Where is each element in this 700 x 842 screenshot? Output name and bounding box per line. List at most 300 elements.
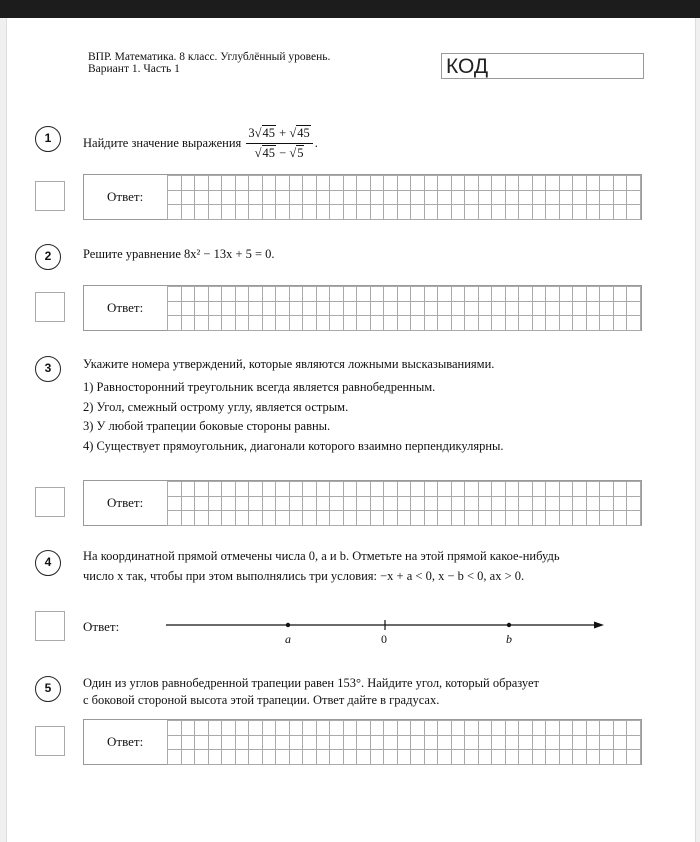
answer-cell[interactable] [316,721,330,736]
answer-cell[interactable] [181,190,195,205]
answer-cell[interactable] [559,482,573,497]
answer-cell[interactable] [478,721,492,736]
answer-cell[interactable] [195,735,209,750]
answer-cell[interactable] [492,482,506,497]
answer-cell[interactable] [424,482,438,497]
answer-cell[interactable] [438,482,452,497]
answer-cell[interactable] [465,205,479,220]
answer-cell[interactable] [195,496,209,511]
answer-cell[interactable] [384,190,398,205]
answer-cell[interactable] [343,735,357,750]
answer-cell[interactable] [492,721,506,736]
answer-cell[interactable] [546,482,560,497]
answer-cell[interactable] [627,205,641,220]
answer-cell[interactable] [235,301,249,316]
answer-cell[interactable] [384,735,398,750]
answer-cell[interactable] [289,176,303,191]
answer-cell[interactable] [411,735,425,750]
answer-cell[interactable] [262,496,276,511]
answer-cell[interactable] [627,735,641,750]
answer-cell[interactable] [168,287,182,302]
answer-cell[interactable] [411,750,425,765]
answer-cell[interactable] [505,287,519,302]
answer-cell[interactable] [330,287,344,302]
answer-cell[interactable] [505,205,519,220]
answer-cell[interactable] [262,316,276,331]
answer-cell[interactable] [478,287,492,302]
answer-cell[interactable] [586,496,600,511]
answer-cell[interactable] [316,316,330,331]
answer-cell[interactable] [357,190,371,205]
answer-cell[interactable] [465,735,479,750]
answer-cell[interactable] [222,750,236,765]
answer-cells[interactable] [167,720,641,765]
answer-cell[interactable] [195,205,209,220]
answer-cell[interactable] [168,316,182,331]
answer-cell[interactable] [249,496,263,511]
answer-cell[interactable] [195,176,209,191]
answer-cell[interactable] [613,735,627,750]
answer-cell[interactable] [249,190,263,205]
answer-cell[interactable] [222,496,236,511]
answer-cell[interactable] [330,750,344,765]
answer-cell[interactable] [316,176,330,191]
answer-cell[interactable] [559,301,573,316]
answer-cell[interactable] [424,190,438,205]
answer-cell[interactable] [438,750,452,765]
answer-cell[interactable] [276,176,290,191]
answer-cell[interactable] [451,511,465,526]
answer-cell[interactable] [330,316,344,331]
answer-cell[interactable] [613,496,627,511]
answer-cell[interactable] [343,750,357,765]
answer-cell[interactable] [478,511,492,526]
answer-cell[interactable] [505,301,519,316]
answer-cell[interactable] [276,721,290,736]
answer-cell[interactable] [438,301,452,316]
answer-cell[interactable] [303,190,317,205]
answer-cell[interactable] [303,205,317,220]
answer-cell[interactable] [397,735,411,750]
answer-cell[interactable] [600,750,614,765]
answer-cell[interactable] [303,316,317,331]
answer-cell[interactable] [384,301,398,316]
code-field[interactable]: КОД [441,53,644,79]
answer-cell[interactable] [289,735,303,750]
answer-cell[interactable] [289,301,303,316]
answer-cell[interactable] [586,205,600,220]
answer-cell[interactable] [235,735,249,750]
answer-cell[interactable] [532,176,546,191]
answer-cell[interactable] [505,190,519,205]
answer-cell[interactable] [613,750,627,765]
answer-cell[interactable] [451,301,465,316]
answer-cell[interactable] [208,301,222,316]
answer-cell[interactable] [235,316,249,331]
answer-cell[interactable] [249,482,263,497]
score-box-2[interactable] [35,292,65,322]
answer-cell[interactable] [627,287,641,302]
answer-cell[interactable] [411,205,425,220]
answer-cell[interactable] [262,482,276,497]
answer-cell[interactable] [289,190,303,205]
answer-cell[interactable] [573,301,587,316]
answer-cell[interactable] [330,496,344,511]
answer-cell[interactable] [249,301,263,316]
answer-cell[interactable] [424,176,438,191]
answer-cell[interactable] [330,190,344,205]
answer-cell[interactable] [357,316,371,331]
answer-cell[interactable] [465,511,479,526]
answer-cell[interactable] [411,176,425,191]
answer-cell[interactable] [519,750,533,765]
answer-cell[interactable] [438,190,452,205]
answer-cell[interactable] [384,316,398,331]
answer-cell[interactable] [600,190,614,205]
answer-cell[interactable] [613,287,627,302]
answer-grid-2[interactable] [167,286,641,331]
answer-cell[interactable] [573,176,587,191]
answer-cell[interactable] [546,316,560,331]
answer-cell[interactable] [276,511,290,526]
answer-cell[interactable] [586,721,600,736]
answer-cell[interactable] [451,721,465,736]
answer-cell[interactable] [627,316,641,331]
answer-cell[interactable] [222,301,236,316]
answer-cell[interactable] [559,721,573,736]
answer-cell[interactable] [600,735,614,750]
answer-cell[interactable] [181,721,195,736]
answer-cell[interactable] [478,482,492,497]
answer-cell[interactable] [613,511,627,526]
answer-cell[interactable] [357,511,371,526]
answer-cell[interactable] [411,190,425,205]
answer-cell[interactable] [492,735,506,750]
answer-cell[interactable] [586,316,600,331]
answer-cell[interactable] [478,205,492,220]
answer-cell[interactable] [181,511,195,526]
answer-cell[interactable] [492,287,506,302]
answer-cell[interactable] [532,735,546,750]
answer-cell[interactable] [262,176,276,191]
answer-cell[interactable] [195,316,209,331]
answer-cell[interactable] [276,482,290,497]
answer-cell[interactable] [384,205,398,220]
answer-cell[interactable] [559,287,573,302]
answer-cell[interactable] [181,287,195,302]
answer-cell[interactable] [303,482,317,497]
answer-cell[interactable] [573,205,587,220]
answer-cell[interactable] [357,750,371,765]
answer-cell[interactable] [546,190,560,205]
answer-cell[interactable] [546,511,560,526]
answer-cell[interactable] [586,735,600,750]
answer-cell[interactable] [559,176,573,191]
answer-cell[interactable] [519,511,533,526]
answer-cell[interactable] [532,496,546,511]
answer-cell[interactable] [181,205,195,220]
answer-cell[interactable] [613,205,627,220]
answer-cell[interactable] [627,301,641,316]
answer-cell[interactable] [411,316,425,331]
answer-cell[interactable] [168,750,182,765]
answer-cell[interactable] [451,176,465,191]
answer-cell[interactable] [627,511,641,526]
answer-cell[interactable] [303,287,317,302]
answer-cell[interactable] [343,301,357,316]
answer-cell[interactable] [289,511,303,526]
answer-cell[interactable] [249,750,263,765]
answer-cell[interactable] [262,735,276,750]
answer-cell[interactable] [249,316,263,331]
answer-cell[interactable] [289,482,303,497]
answer-cell[interactable] [276,316,290,331]
answer-cell[interactable] [573,316,587,331]
answer-cell[interactable] [600,482,614,497]
answer-cell[interactable] [357,721,371,736]
answer-cell[interactable] [208,176,222,191]
answer-cell[interactable] [168,496,182,511]
score-box-3[interactable] [35,487,65,517]
answer-cell[interactable] [384,287,398,302]
answer-cell[interactable] [397,205,411,220]
answer-cell[interactable] [222,316,236,331]
answer-cell[interactable] [600,316,614,331]
answer-cell[interactable] [438,511,452,526]
answer-cell[interactable] [249,205,263,220]
answer-cell[interactable] [357,496,371,511]
answer-cell[interactable] [168,735,182,750]
answer-cell[interactable] [573,482,587,497]
answer-cell[interactable] [235,721,249,736]
answer-cell[interactable] [546,176,560,191]
answer-cell[interactable] [492,496,506,511]
answer-grid-3[interactable] [167,481,641,526]
answer-cell[interactable] [424,750,438,765]
answer-cell[interactable] [330,301,344,316]
answer-cell[interactable] [195,482,209,497]
answer-cell[interactable] [586,190,600,205]
answer-cell[interactable] [370,735,384,750]
answer-cell[interactable] [519,496,533,511]
answer-cell[interactable] [249,176,263,191]
answer-cell[interactable] [600,721,614,736]
answer-cell[interactable] [451,482,465,497]
answer-cell[interactable] [438,316,452,331]
answer-cell[interactable] [451,205,465,220]
answer-cell[interactable] [559,735,573,750]
answer-cell[interactable] [438,176,452,191]
answer-cell[interactable] [357,735,371,750]
answer-cell[interactable] [424,721,438,736]
answer-cells[interactable] [167,175,641,220]
answer-cell[interactable] [276,496,290,511]
answer-cell[interactable] [559,750,573,765]
answer-grid-5[interactable] [167,720,641,765]
answer-cell[interactable] [478,176,492,191]
answer-cell[interactable] [492,316,506,331]
answer-cell[interactable] [411,496,425,511]
answer-cell[interactable] [478,750,492,765]
answer-cell[interactable] [316,496,330,511]
answer-cell[interactable] [451,190,465,205]
answer-cells[interactable] [167,481,641,526]
answer-cell[interactable] [424,316,438,331]
answer-cell[interactable] [559,511,573,526]
answer-cell[interactable] [438,735,452,750]
answer-cell[interactable] [532,511,546,526]
answer-cell[interactable] [532,205,546,220]
answer-cell[interactable] [289,287,303,302]
answer-cell[interactable] [384,482,398,497]
answer-cell[interactable] [505,511,519,526]
answer-cell[interactable] [316,205,330,220]
answer-cell[interactable] [316,511,330,526]
answer-cell[interactable] [276,301,290,316]
answer-cell[interactable] [370,287,384,302]
answer-cell[interactable] [316,287,330,302]
answer-cell[interactable] [573,287,587,302]
answer-cell[interactable] [559,190,573,205]
answer-cell[interactable] [478,190,492,205]
answer-cell[interactable] [330,511,344,526]
answer-cell[interactable] [330,482,344,497]
answer-cell[interactable] [384,721,398,736]
answer-cell[interactable] [586,176,600,191]
score-box-5[interactable] [35,726,65,756]
answer-cell[interactable] [451,735,465,750]
answer-cell[interactable] [519,205,533,220]
answer-cell[interactable] [208,316,222,331]
answer-cell[interactable] [546,750,560,765]
answer-cell[interactable] [235,205,249,220]
answer-cell[interactable] [303,721,317,736]
answer-cell[interactable] [586,750,600,765]
answer-cell[interactable] [262,190,276,205]
answer-cell[interactable] [195,750,209,765]
answer-cell[interactable] [613,301,627,316]
answer-cell[interactable] [465,316,479,331]
answer-cell[interactable] [343,205,357,220]
answer-cell[interactable] [438,496,452,511]
answer-cell[interactable] [492,511,506,526]
answer-cell[interactable] [370,482,384,497]
answer-cell[interactable] [465,496,479,511]
answer-cell[interactable] [519,721,533,736]
answer-cell[interactable] [465,750,479,765]
answer-cell[interactable] [168,511,182,526]
answer-cell[interactable] [505,750,519,765]
answer-cell[interactable] [222,205,236,220]
answer-cell[interactable] [397,482,411,497]
answer-cell[interactable] [303,496,317,511]
answer-cell[interactable] [208,511,222,526]
answer-cell[interactable] [195,190,209,205]
answer-cell[interactable] [384,511,398,526]
answer-cell[interactable] [384,750,398,765]
answer-cell[interactable] [330,205,344,220]
answer-cell[interactable] [168,176,182,191]
answer-cell[interactable] [492,301,506,316]
answer-cell[interactable] [438,205,452,220]
answer-cell[interactable] [532,721,546,736]
answer-cell[interactable] [357,287,371,302]
answer-cell[interactable] [465,721,479,736]
answer-cell[interactable] [316,301,330,316]
answer-cell[interactable] [546,735,560,750]
answer-cell[interactable] [559,205,573,220]
answer-cell[interactable] [249,721,263,736]
answer-cell[interactable] [451,316,465,331]
answer-cell[interactable] [627,750,641,765]
answer-cell[interactable] [262,205,276,220]
answer-cell[interactable] [465,482,479,497]
answer-cell[interactable] [384,496,398,511]
score-box-4[interactable] [35,611,65,641]
answer-cell[interactable] [600,511,614,526]
answer-cell[interactable] [343,190,357,205]
answer-cell[interactable] [316,735,330,750]
score-box-1[interactable] [35,181,65,211]
answer-cell[interactable] [168,190,182,205]
answer-cell[interactable] [397,750,411,765]
answer-cell[interactable] [384,176,398,191]
answer-cell[interactable] [573,190,587,205]
answer-cell[interactable] [235,176,249,191]
answer-cell[interactable] [289,750,303,765]
answer-cell[interactable] [303,750,317,765]
answer-cell[interactable] [195,301,209,316]
answer-cell[interactable] [303,735,317,750]
answer-cell[interactable] [397,287,411,302]
answer-cell[interactable] [519,287,533,302]
answer-cell[interactable] [316,190,330,205]
answer-cell[interactable] [357,301,371,316]
answer-cell[interactable] [559,316,573,331]
answer-cell[interactable] [600,301,614,316]
answer-cell[interactable] [438,287,452,302]
answer-cell[interactable] [168,301,182,316]
answer-cell[interactable] [600,176,614,191]
answer-cell[interactable] [208,750,222,765]
answer-cell[interactable] [532,190,546,205]
answer-cell[interactable] [289,496,303,511]
answer-cell[interactable] [370,316,384,331]
answer-cell[interactable] [613,316,627,331]
answer-grid-1[interactable] [167,175,641,220]
answer-cell[interactable] [276,287,290,302]
answer-cell[interactable] [411,301,425,316]
answer-cell[interactable] [424,205,438,220]
answer-cell[interactable] [627,176,641,191]
answer-cell[interactable] [303,511,317,526]
answer-cell[interactable] [492,190,506,205]
answer-cell[interactable] [573,735,587,750]
answer-cell[interactable] [505,721,519,736]
answer-cell[interactable] [262,721,276,736]
answer-cell[interactable] [397,721,411,736]
answer-cell[interactable] [370,750,384,765]
answer-cell[interactable] [195,287,209,302]
answer-cell[interactable] [613,721,627,736]
answer-cell[interactable] [235,287,249,302]
answer-cell[interactable] [262,287,276,302]
answer-cell[interactable] [600,496,614,511]
answer-cell[interactable] [478,301,492,316]
answer-cell[interactable] [573,511,587,526]
answer-cell[interactable] [222,190,236,205]
answer-cell[interactable] [303,176,317,191]
